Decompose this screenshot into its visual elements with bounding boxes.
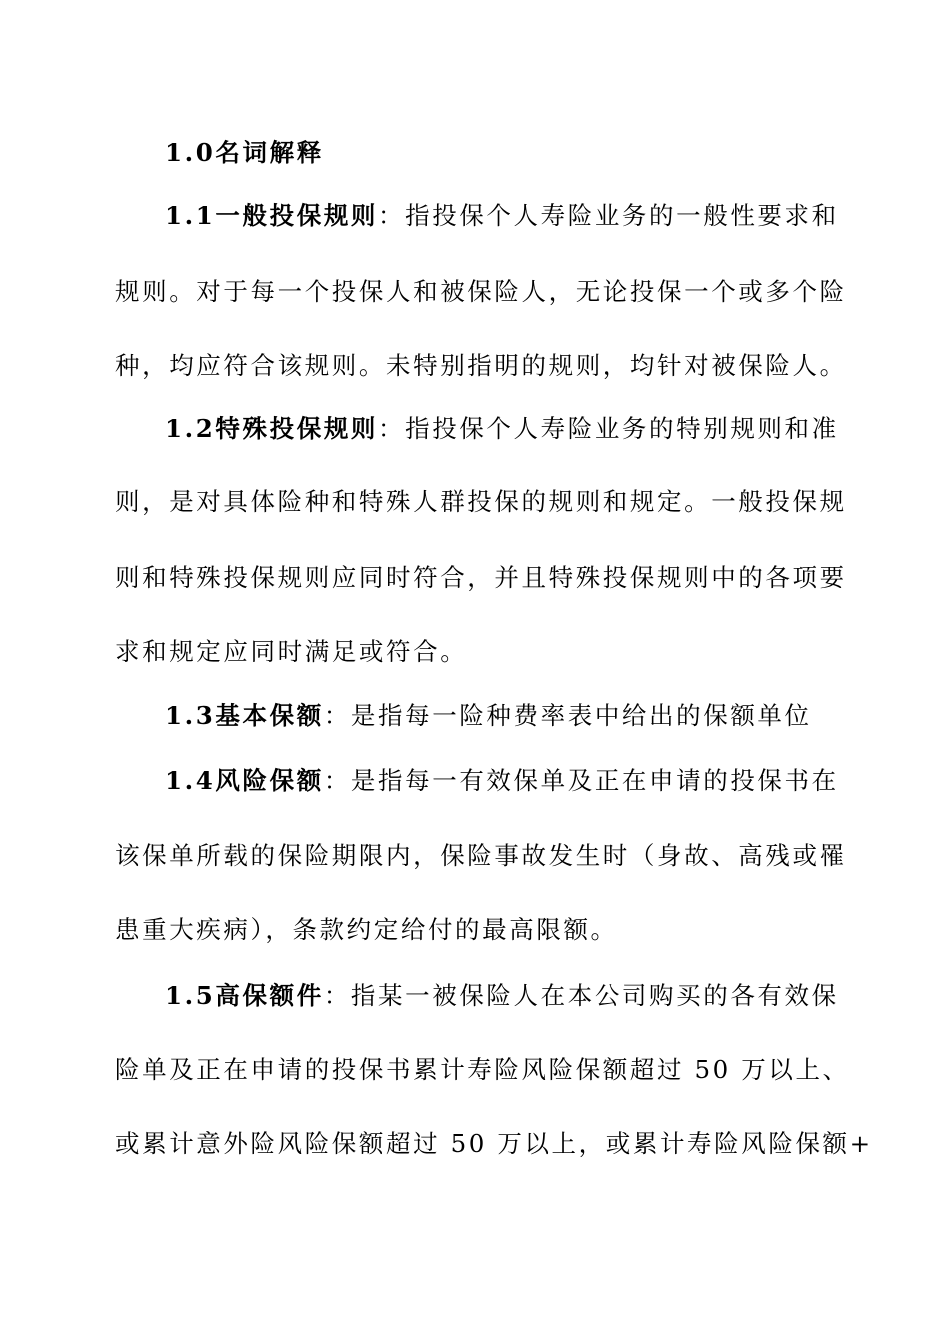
paragraph-line: 种，均应符合该规则。未特别指明的规则，均针对被保险人。 [115,351,847,380]
paragraph-text: ：指投保个人寿险业务的特别规则和准 [378,414,839,443]
section-1-2-first-line [165,411,839,447]
paragraph-line: 或累计意外险风险保额超过 50 万以上，或累计寿险风险保额+ [115,1129,873,1158]
paragraph-line: 求和规定应同时满足或符合。 [115,637,468,666]
paragraph-text: ：指投保个人寿险业务的一般性要求和 [378,201,839,230]
paragraph-text: ：是指每一有效保单及正在申请的投保书在 [323,766,839,795]
paragraph-line: 则，是对具体险种和特殊人群投保的规则和规定。一般投保规 [115,487,847,516]
paragraph-text: ：指某一被保险人在本公司购买的各有效保 [323,981,839,1010]
section-1-1-first-line [165,198,839,234]
term-risk-sum-insured: 1.4风险保额 [165,766,324,795]
paragraph-line: 该保单所载的保险期限内，保险事故发生时（身故、高残或罹 [115,841,847,870]
term-basic-sum-insured: 1.3基本保额 [165,701,324,730]
page-heading: 1.0名词解释 [165,138,324,167]
section-1-5-first-line [165,978,839,1014]
section-1-4-first-line [165,763,839,799]
paragraph-line: 规则。对于每一个投保人和被保险人，无论投保一个或多个险 [115,277,847,306]
paragraph-line: 险单及正在申请的投保书累计寿险风险保额超过 50 万以上、 [115,1055,850,1084]
term-high-sum-case: 1.5高保额件 [165,981,324,1010]
paragraph-text: ：是指每一险种费率表中给出的保额单位 [323,701,812,730]
section-1-3-first-line [165,698,815,734]
paragraph-line: 患重大疾病），条款约定给付的最高限额。 [115,915,618,944]
term-general-rules: 1.1一般投保规则 [165,201,379,230]
term-special-rules: 1.2特殊投保规则 [165,414,379,443]
paragraph-line: 则和特殊投保规则应同时符合，并且特殊投保规则中的各项要 [115,563,847,592]
